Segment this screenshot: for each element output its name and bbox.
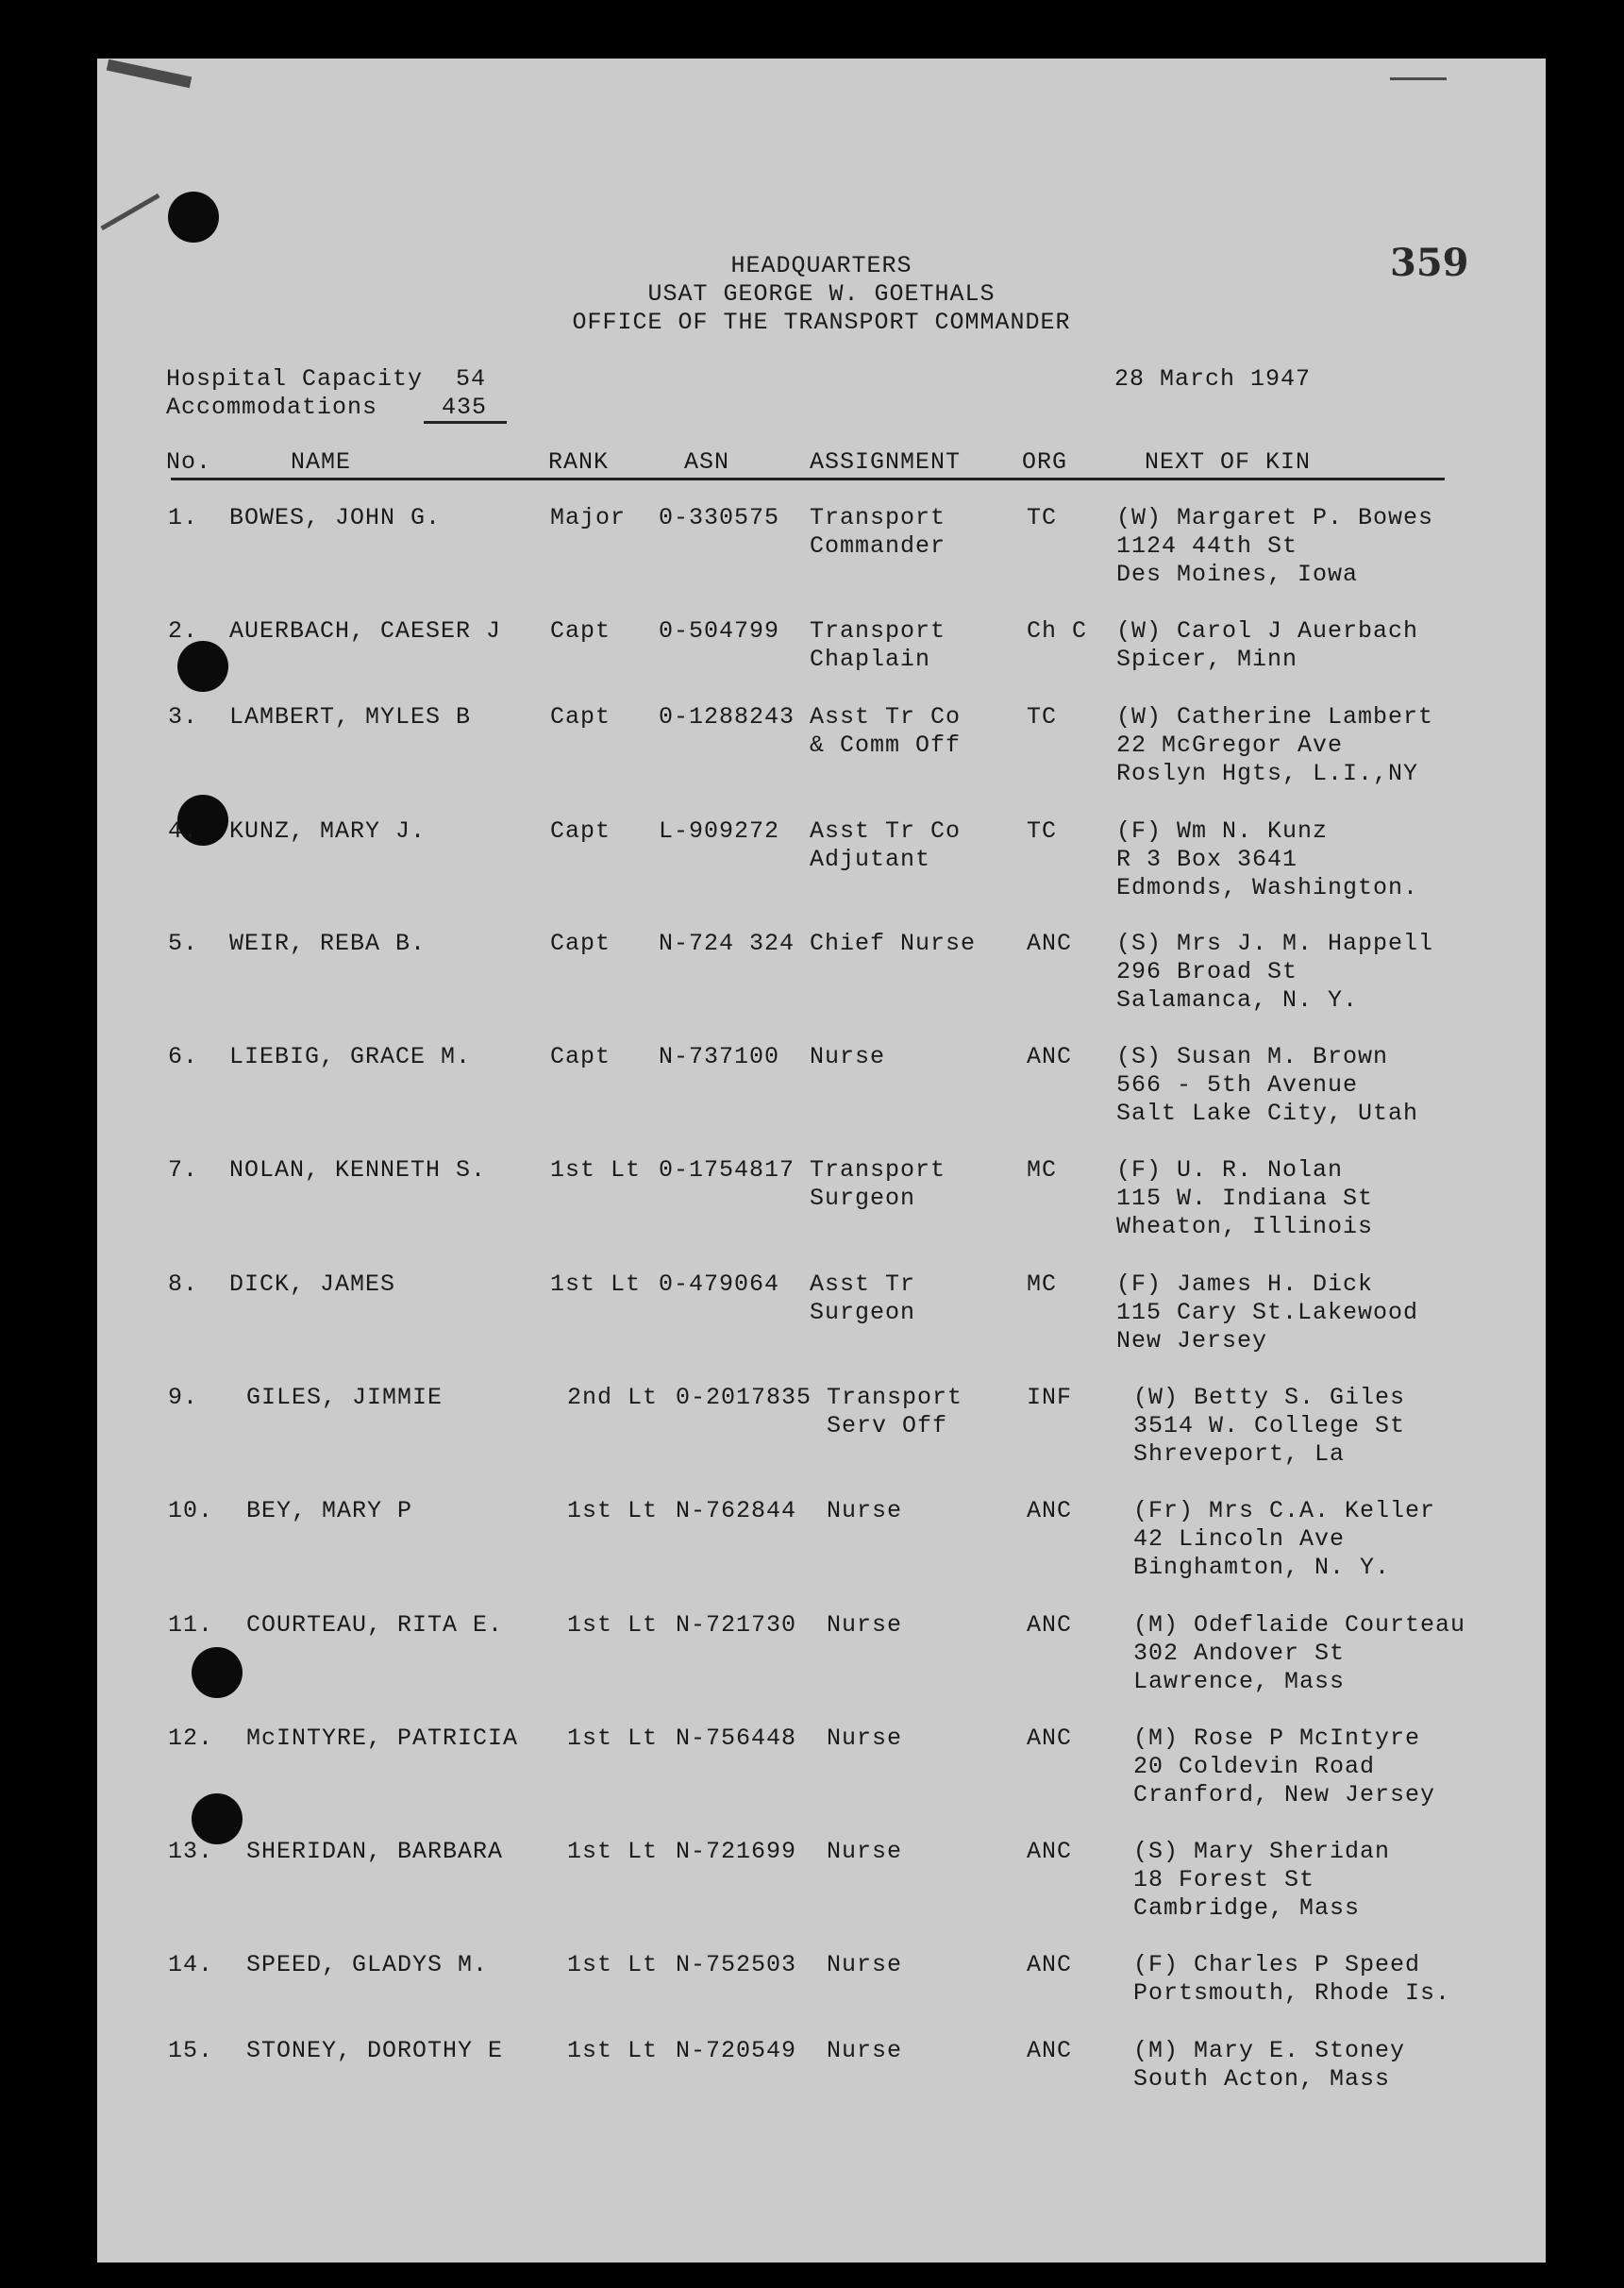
row-name: SHERIDAN, BARBARA — [246, 1838, 504, 1865]
row-asn: N-752503 — [676, 1951, 797, 1978]
row-assignment: Chief Nurse — [810, 930, 977, 957]
row-name: BOWES, JOHN G. — [229, 504, 442, 531]
row-org: ANC — [1027, 1838, 1073, 1865]
row-number: 10. — [168, 1497, 214, 1524]
row-org: TC — [1027, 817, 1058, 845]
row-asn: N-737100 — [659, 1043, 780, 1070]
col-header-assignment: ASSIGNMENT — [810, 448, 962, 476]
accommodations-value: 435 — [442, 394, 488, 421]
row-assignment: Asst Tr Surgeon — [810, 1270, 916, 1326]
row-assignment: Transport Serv Off — [827, 1384, 963, 1439]
table-row — [97, 1156, 1546, 1260]
table-row — [97, 1724, 1546, 1828]
row-assignment: Nurse — [827, 1611, 903, 1639]
row-next-of-kin: (F) Charles P Speed Portsmouth, Rhode Is. — [1133, 1951, 1451, 2007]
col-header-org: ORG — [1022, 448, 1068, 476]
table-row — [97, 817, 1546, 921]
row-next-of-kin: (S) Susan M. Brown 566 - 5th Avenue Salt Lake City, Utah — [1116, 1043, 1419, 1127]
row-name: AUERBACH, CAESER J — [229, 617, 502, 645]
row-number: 15. — [168, 2037, 214, 2064]
row-number: 7. — [168, 1156, 199, 1184]
row-name: LAMBERT, MYLES B — [229, 703, 472, 731]
header-line-3: OFFICE OF THE TRANSPORT COMMANDER — [572, 309, 1071, 336]
accommodations-label: Accommodations — [166, 394, 378, 421]
row-number: 3. — [168, 703, 199, 731]
table-row — [97, 1838, 1546, 1942]
row-name: LIEBIG, GRACE M. — [229, 1043, 472, 1070]
table-row — [97, 703, 1546, 807]
row-name: McINTYRE, PATRICIA — [246, 1724, 519, 1752]
col-header-asn: ASN — [684, 448, 730, 476]
row-org: ANC — [1027, 2037, 1073, 2064]
row-org: ANC — [1027, 1724, 1073, 1752]
row-rank: 1st Lt — [550, 1270, 642, 1298]
row-next-of-kin: (M) Mary E. Stoney South Acton, Mass — [1133, 2037, 1406, 2093]
row-org: TC — [1027, 504, 1058, 531]
row-rank: 1st Lt — [550, 1156, 642, 1184]
row-assignment: Asst Tr Co & Comm Off — [810, 703, 962, 759]
row-assignment: Transport Surgeon — [810, 1156, 946, 1212]
row-org: TC — [1027, 703, 1058, 731]
row-org: ANC — [1027, 1951, 1073, 1978]
row-next-of-kin: (F) James H. Dick 115 Cary St.Lakewood New Jersey — [1116, 1270, 1419, 1354]
row-assignment: Nurse — [827, 2037, 903, 2064]
row-next-of-kin: (W) Betty S. Giles 3514 W. College St Shreveport, La — [1133, 1384, 1406, 1468]
row-assignment: Nurse — [827, 1951, 903, 1978]
row-org: MC — [1027, 1270, 1058, 1298]
punch-hole — [168, 192, 219, 243]
row-asn: L-909272 — [659, 817, 780, 845]
row-asn: 0-504799 — [659, 617, 780, 645]
row-assignment: Transport Commander — [810, 504, 946, 560]
row-assignment: Asst Tr Co Adjutant — [810, 817, 962, 873]
row-rank: 1st Lt — [567, 1838, 659, 1865]
table-row — [97, 2037, 1546, 2141]
row-number: 5. — [168, 930, 199, 957]
row-asn: 0-2017835 — [676, 1384, 812, 1411]
row-rank: Capt — [550, 930, 611, 957]
row-next-of-kin: (W) Catherine Lambert 22 McGregor Ave Roslyn Hgts, L.I.,NY — [1116, 703, 1434, 787]
row-number: 6. — [168, 1043, 199, 1070]
row-org: ANC — [1027, 1043, 1073, 1070]
document-page — [97, 59, 1546, 2263]
row-rank: 1st Lt — [567, 1724, 659, 1752]
row-org: ANC — [1027, 930, 1073, 957]
row-number: 2. — [168, 617, 199, 645]
table-row — [97, 1497, 1546, 1601]
row-asn: N-756448 — [676, 1724, 797, 1752]
header-rule — [171, 478, 1445, 480]
underline — [424, 421, 507, 424]
row-name: WEIR, REBA B. — [229, 930, 427, 957]
row-next-of-kin: (W) Margaret P. Bowes 1124 44th St Des Moines, Iowa — [1116, 504, 1434, 588]
row-name: KUNZ, MARY J. — [229, 817, 427, 845]
row-assignment: Nurse — [827, 1838, 903, 1865]
row-org: INF — [1027, 1384, 1073, 1411]
row-asn: N-721730 — [676, 1611, 797, 1639]
row-next-of-kin: (F) Wm N. Kunz R 3 Box 3641 Edmonds, Washington. — [1116, 817, 1419, 901]
row-rank: Capt — [550, 617, 611, 645]
row-name: DICK, JAMES — [229, 1270, 396, 1298]
hospital-capacity-label: Hospital Capacity — [166, 365, 424, 393]
ink-smudge — [100, 193, 159, 230]
hospital-capacity-value: 54 — [456, 365, 487, 393]
header-line-2: USAT GEORGE W. GOETHALS — [647, 280, 996, 308]
table-row — [97, 504, 1546, 608]
row-asn: N-720549 — [676, 2037, 797, 2064]
row-rank: Capt — [550, 1043, 611, 1070]
row-rank: 1st Lt — [567, 2037, 659, 2064]
col-header-next-of-kin: NEXT OF KIN — [1145, 448, 1312, 476]
row-asn: N-724 324 — [659, 930, 795, 957]
row-number: 14. — [168, 1951, 214, 1978]
row-asn: 0-1288243 — [659, 703, 795, 731]
row-rank: 1st Lt — [567, 1497, 659, 1524]
row-number: 13. — [168, 1838, 214, 1865]
row-asn: N-762844 — [676, 1497, 797, 1524]
row-number: 4. — [168, 817, 199, 845]
table-row — [97, 1043, 1546, 1147]
row-number: 9. — [168, 1384, 199, 1411]
row-assignment: Nurse — [827, 1497, 903, 1524]
row-rank: 2nd Lt — [567, 1384, 659, 1411]
row-rank: Capt — [550, 703, 611, 731]
header-line-1: HEADQUARTERS — [730, 252, 912, 279]
row-number: 12. — [168, 1724, 214, 1752]
row-name: NOLAN, KENNETH S. — [229, 1156, 487, 1184]
row-next-of-kin: (M) Rose P McIntyre 20 Coldevin Road Cranford, New Jersey — [1133, 1724, 1436, 1809]
row-asn: 0-479064 — [659, 1270, 780, 1298]
row-number: 11. — [168, 1611, 214, 1639]
row-name: STONEY, DOROTHY E — [246, 2037, 504, 2064]
row-name: SPEED, GLADYS M. — [246, 1951, 489, 1978]
row-next-of-kin: (Fr) Mrs C.A. Keller 42 Lincoln Ave Binghamton, N. Y. — [1133, 1497, 1436, 1581]
row-next-of-kin: (W) Carol J Auerbach Spicer, Minn — [1116, 617, 1419, 673]
row-number: 8. — [168, 1270, 199, 1298]
col-header-name: NAME — [291, 448, 352, 476]
row-next-of-kin: (S) Mrs J. M. Happell 296 Broad St Salamanca, N. Y. — [1116, 930, 1434, 1014]
table-row — [97, 1384, 1546, 1488]
table-row — [97, 1611, 1546, 1715]
row-assignment: Transport Chaplain — [810, 617, 946, 673]
row-org: MC — [1027, 1156, 1058, 1184]
col-header-no: No. — [166, 448, 212, 476]
document-date: 28 March 1947 — [1114, 365, 1312, 393]
table-row — [97, 1270, 1546, 1374]
row-rank: 1st Lt — [567, 1951, 659, 1978]
row-name: COURTEAU, RITA E. — [246, 1611, 504, 1639]
row-asn: 0-1754817 — [659, 1156, 795, 1184]
row-asn: 0-330575 — [659, 504, 780, 531]
row-rank: Capt — [550, 817, 611, 845]
table-row — [97, 930, 1546, 1034]
row-next-of-kin: (S) Mary Sheridan 18 Forest St Cambridge, Mass — [1133, 1838, 1391, 1922]
row-asn: N-721699 — [676, 1838, 797, 1865]
row-rank: Major — [550, 504, 627, 531]
row-next-of-kin: (F) U. R. Nolan 115 W. Indiana St Wheaton, Illinois — [1116, 1156, 1374, 1240]
row-org: ANC — [1027, 1611, 1073, 1639]
row-org: Ch C — [1027, 617, 1088, 645]
col-header-rank: RANK — [548, 448, 610, 476]
row-org: ANC — [1027, 1497, 1073, 1524]
row-name: BEY, MARY P — [246, 1497, 413, 1524]
ink-smudge — [107, 59, 193, 88]
row-assignment: Nurse — [827, 1724, 903, 1752]
page-number: 359 — [1390, 241, 1469, 285]
row-name: GILES, JIMMIE — [246, 1384, 444, 1411]
row-rank: 1st Lt — [567, 1611, 659, 1639]
ink-smudge — [1390, 77, 1447, 80]
row-assignment: Nurse — [810, 1043, 886, 1070]
row-next-of-kin: (M) Odeflaide Courteau 302 Andover St Lawrence, Mass — [1133, 1611, 1466, 1695]
row-number: 1. — [168, 504, 199, 531]
